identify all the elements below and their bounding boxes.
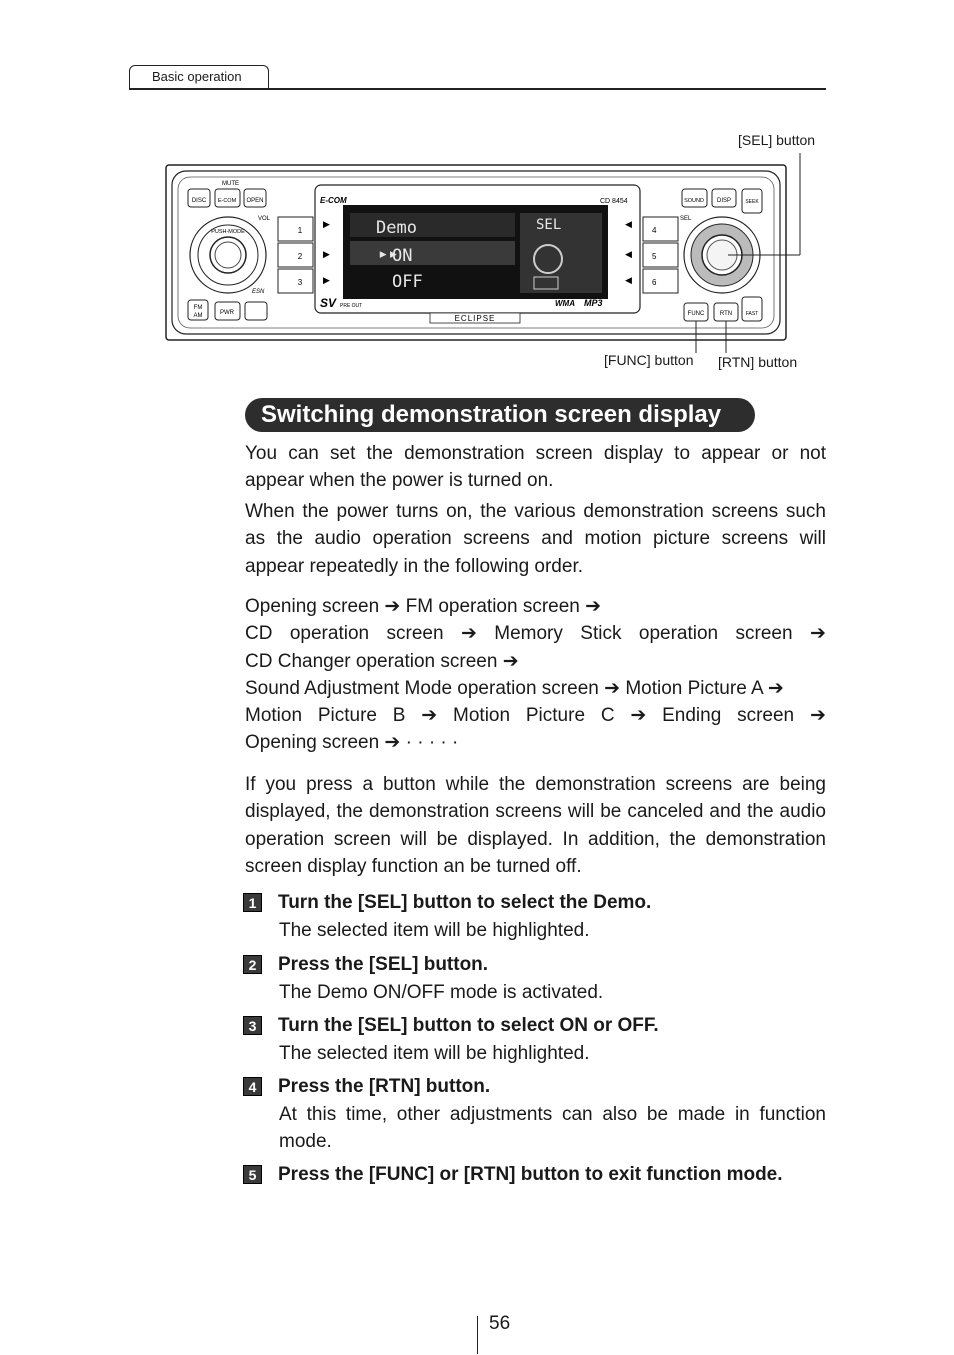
disc-label: DISC [191,198,207,204]
head-unit-illustration [160,125,850,375]
svg-text:RTN: RTN [719,311,733,317]
page-number: 56 [489,1313,511,1334]
svg-text:MP3: MP3 [584,298,603,308]
svg-text:FAST: FAST [745,311,759,317]
sequence-word: screen [737,705,795,727]
svg-text:E-COM: E-COM [320,196,347,205]
svg-text:SEL: SEL [680,216,692,222]
step-title: Press the [RTN] button. [278,1076,491,1097]
section-tab-label: Basic operation [152,69,242,84]
head-unit-figure [160,125,850,375]
sequence-line [245,675,826,702]
intro-paragraph-1: You can set the demonstration screen display to appear or not appear when the power is turned on. [245,443,826,492]
sequence-word: C [600,705,615,727]
step-number-badge: 4 [243,1077,262,1096]
sel-button-callout: [SEL] button [738,132,816,148]
sequence-word: Sound Adjustment Mode operation screen ➔ Motion Picture A ➔ [245,677,784,699]
svg-text:SOUND: SOUND [684,198,704,204]
intro-paragraph-2: When the power turns on, the various demonstration screens such as the audio operation screens and motion picture screens will appear repeatedly in the following order. [245,501,826,577]
section-title: Switching demonstration screen display [261,401,722,428]
sequence-line [245,729,826,756]
svg-text:◀: ◀ [625,275,632,285]
step-number-badge: 2 [243,955,262,974]
sequence-line [245,648,826,675]
sequence-line [245,620,826,647]
svg-text:SEEK: SEEK [745,199,759,205]
svg-text:▶: ▶ [323,219,330,229]
sequence-word: Motion [245,705,303,727]
svg-text:SV: SV [320,296,337,310]
svg-text:E-COM: E-COM [217,198,237,204]
step-number-badge: 3 [243,1016,262,1035]
svg-text:OPEN: OPEN [246,198,264,204]
svg-text:▶: ▶ [323,249,330,259]
sequence-word: Picture [525,705,586,727]
svg-text:CD 8454: CD 8454 [600,198,628,205]
step-title: Press the [FUNC] or [RTN] button to exit function mode. [278,1164,783,1185]
sequence-word: ➔ [630,705,647,727]
svg-text:6: 6 [652,278,657,287]
sequence-word: Motion [453,705,511,727]
sequence-word: ➔ [809,705,826,727]
sequence-word: Ending [662,705,722,727]
svg-text:◀: ◀ [625,249,632,259]
section-tab [129,65,269,88]
sequence-word: Picture [317,705,377,727]
sequence-word: CD Changer operation screen ➔ [245,650,519,672]
svg-text:3: 3 [297,278,303,287]
step-description: At this time, other adjustments can also be made in function mode. [279,1104,826,1153]
sequence-word: screen [386,623,444,645]
step-title: Turn the [SEL] button to select ON or OFF. [278,1015,659,1036]
sequence-word: Opening screen ➔ · · · · · [245,732,459,754]
sequence-word: ➔ [460,623,477,645]
svg-text:▶: ▶ [323,275,330,285]
sequence-word: B [392,705,406,727]
step-description: The selected item will be highlighted. [279,1043,590,1064]
sequence-word: operation [289,623,370,645]
svg-text:2: 2 [297,252,303,261]
svg-text:ESN: ESN [252,289,265,295]
svg-text:PWR: PWR [220,310,234,316]
rtn-button-callout: [RTN] button [718,354,798,370]
svg-text:SEL: SEL [536,217,562,233]
sequence-word: ➔ [421,705,438,727]
sequence-word: Opening screen ➔ FM operation screen ➔ [245,596,602,617]
svg-text:▸▸: ▸▸ [378,244,399,264]
svg-text:PRE OUT: PRE OUT [340,303,363,309]
svg-text:PUSH-MODE: PUSH-MODE [211,229,245,235]
sequence-line [245,702,826,729]
demo-screen-sequence [245,593,826,757]
sequence-word: ➔ [809,623,826,645]
svg-text:FUNC: FUNC [687,311,705,317]
svg-text:ECLIPSE: ECLIPSE [454,314,496,323]
svg-text:◀: ◀ [625,219,632,229]
cancel-note: If you press a button while the demonstration screens are being displayed, the demonstration screens will be canceled and the audio operation screen will be displayed. In addition, the demonstration screen display function an be turned off. [245,774,826,877]
svg-text:4: 4 [652,226,657,235]
sequence-word: screen [735,623,793,645]
step-number-badge: 1 [243,893,262,912]
svg-text:VOL: VOL [258,216,271,222]
header-rule [129,88,826,90]
svg-text:ON: ON [392,246,413,266]
step-description: The Demo ON/OFF mode is activated. [279,982,604,1003]
sequence-word: Memory [494,623,563,645]
sequence-word: Stick [580,623,622,645]
svg-text:FM: FM [193,305,203,311]
svg-text:DISP: DISP [716,198,732,204]
step-title: Press the [SEL] button. [278,954,489,975]
sequence-word: operation [638,623,719,645]
svg-text:MUTE: MUTE [222,181,239,187]
svg-text:1: 1 [297,226,303,235]
svg-text:5: 5 [652,252,657,261]
svg-text:OFF: OFF [392,272,423,292]
section-heading [245,398,755,432]
svg-text:WMA: WMA [555,299,575,308]
page-number-rule [477,1316,478,1354]
sequence-line [245,593,826,620]
svg-text:AM: AM [193,313,203,319]
step-title: Turn the [SEL] button to select the Demo. [278,892,652,913]
step-number-badge: 5 [243,1165,262,1184]
svg-text:Demo: Demo [376,218,417,238]
sequence-word: CD [245,623,273,645]
step-description: The selected item will be highlighted. [279,920,590,941]
func-button-callout: [FUNC] button [604,352,694,368]
